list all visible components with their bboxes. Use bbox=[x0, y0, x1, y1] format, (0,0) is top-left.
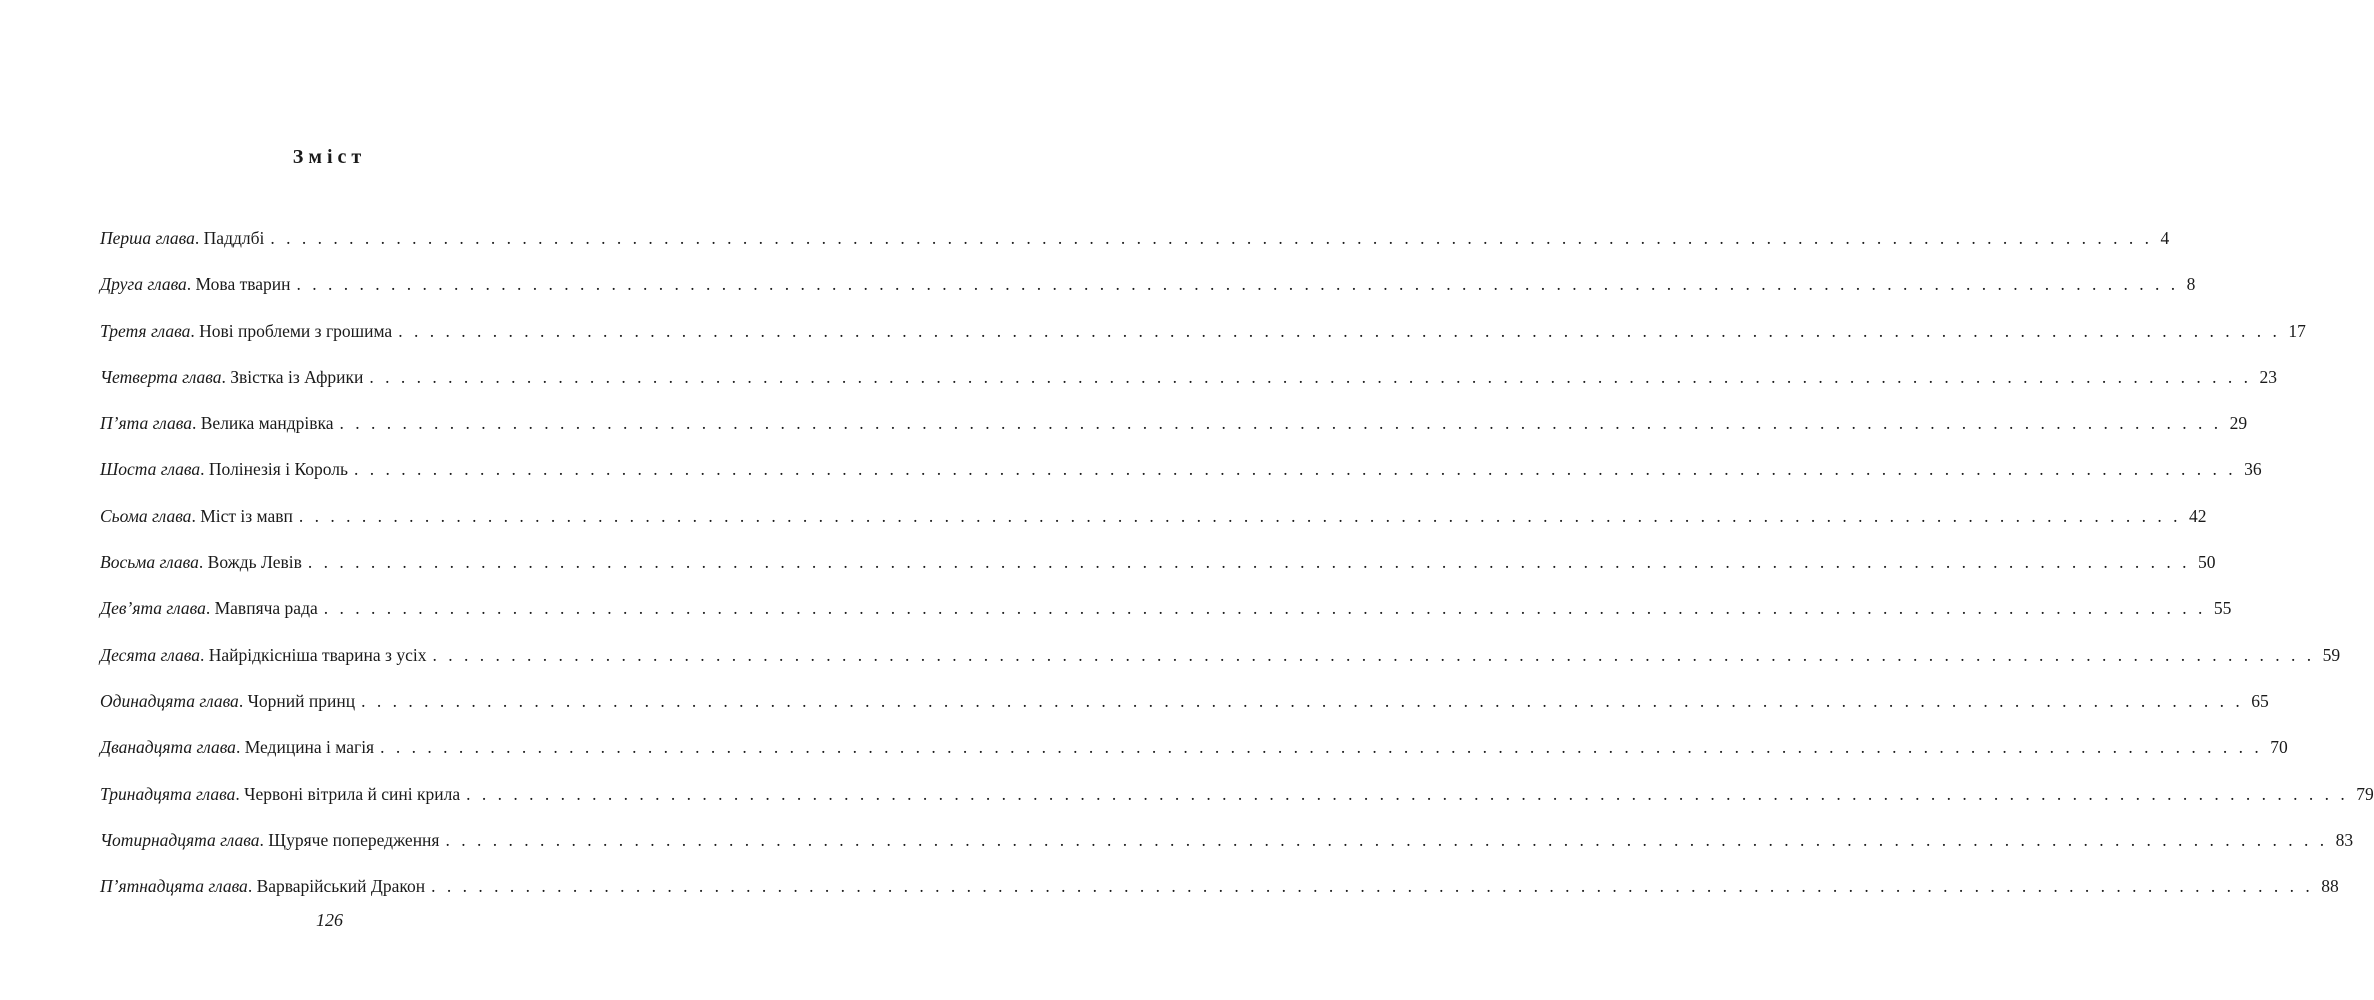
dot-leader: . . . . . . . . . . . . . . . . . . . . . . . . . . . . . . . . . . . . . . . . . . . . . . . . . . . . . . . . . . . . . . . . . . . . . . . . . . . . . . . . . . . . . . . . . . . . . . . . . . . . . . . . . . . . . . . . . . . . . . . . bbox=[323, 598, 2206, 619]
label-separator: . bbox=[238, 690, 248, 711]
dot-leader: . . . . . . . . . . . . . . . . . . . . . . . . . . . . . . . . . . . . . . . . . . . . . . . . . . . . . . . . . . . . . . . . . . . . . . . . . . . . . . . . . . . . . . . . . . . . . . . . . . . . . . . . . . . . . . . . . . . . . . . . bbox=[445, 829, 2328, 850]
chapter-page-number: 4 bbox=[2160, 228, 2170, 248]
chapter-page-number: 36 bbox=[2244, 459, 2262, 480]
toc-entry bbox=[100, 690, 2269, 737]
dot-leader: . . . . . . . . . . . . . . . . . . . . . . . . . . . . . . . . . . . . . . . . . . . . . . . . . . . . . . . . . . . . . . . . . . . . . . . . . . . . . . . . . . . . . . . . . . . . . . . . . . . . . . . . . . . . . . . . . . . . . . . . bbox=[398, 320, 2281, 341]
toc-entry bbox=[100, 783, 2374, 830]
chapter-page-number: 17 bbox=[2288, 320, 2306, 341]
toc-entry bbox=[100, 644, 2341, 691]
chapter-title: Полінезія і Король bbox=[208, 459, 348, 480]
label-separator: . bbox=[199, 644, 209, 665]
toc-entry bbox=[100, 737, 2288, 783]
chapter-title: Мавпяча рада bbox=[214, 598, 318, 619]
chapter-title: Чорний принц bbox=[247, 690, 356, 711]
chapter-page-number: 42 bbox=[2189, 505, 2207, 526]
chapter-label: Чотирнадцята глава bbox=[100, 829, 260, 850]
table-of-contents bbox=[100, 228, 2374, 922]
chapter-page-number: 29 bbox=[2229, 413, 2248, 434]
chapter-title: Міст із мавп bbox=[200, 505, 293, 526]
chapter-label: Четверта глава bbox=[100, 366, 222, 387]
chapter-page-number: 55 bbox=[2213, 598, 2232, 619]
dot-leader: . . . . . . . . . . . . . . . . . . . . . . . . . . . . . . . . . . . . . . . . . . . . . . . . . . . . . . . . . . . . . . . . . . . . . . . . . . . . . . . . . . . . . . . . . . . . . . . . . . . . . . . . . . . . . . . . . . . . . . . . bbox=[296, 274, 2179, 295]
chapter-page-number: 70 bbox=[2270, 737, 2288, 758]
dot-leader: . . . . . . . . . . . . . . . . . . . . . . . . . . . . . . . . . . . . . . . . . . . . . . . . . . . . . . . . . . . . . . . . . . . . . . . . . . . . . . . . . . . . . . . . . . . . . . . . . . . . . . . . . . . . . . . . . . . . . . . . bbox=[380, 737, 2263, 758]
chapter-label: Третя глава bbox=[100, 320, 191, 341]
dot-leader: . . . . . . . . . . . . . . . . . . . . . . . . . . . . . . . . . . . . . . . . . . . . . . . . . . . . . . . . . . . . . . . . . . . . . . . . . . . . . . . . . . . . . . . . . . . . . . . . . . . . . . . . . . . . . . . . . . . . . . . . bbox=[354, 459, 2237, 480]
chapter-title: Нові проблеми з грошима bbox=[199, 320, 393, 341]
label-separator: . bbox=[235, 783, 245, 804]
label-separator: . bbox=[259, 829, 269, 850]
label-separator: . bbox=[205, 598, 215, 619]
label-separator: . bbox=[247, 876, 257, 897]
chapter-page-number: 79 bbox=[2356, 783, 2374, 804]
chapter-label: Друга глава bbox=[100, 274, 187, 295]
chapter-title: Велика мандрівка bbox=[200, 413, 334, 434]
toc-entry bbox=[100, 228, 2170, 274]
page-title: Зміст bbox=[292, 146, 367, 168]
chapter-label: Шоста глава bbox=[100, 459, 201, 480]
chapter-title: Червоні вітрила й сині крила bbox=[244, 783, 461, 804]
dot-leader: . . . . . . . . . . . . . . . . . . . . . . . . . . . . . . . . . . . . . . . . . . . . . . . . . . . . . . . . . . . . . . . . . . . . . . . . . . . . . . . . . . . . . . . . . . . . . . . . . . . . . . . . . . . . . . . . . . . . . . . . bbox=[432, 644, 2315, 665]
label-separator: . bbox=[221, 366, 231, 387]
chapter-page-number: 65 bbox=[2251, 690, 2269, 711]
chapter-label: Одинадцята глава bbox=[100, 690, 239, 711]
label-separator: . bbox=[190, 320, 200, 341]
chapter-title: Мова тварин bbox=[195, 274, 291, 295]
toc-entry bbox=[100, 274, 2196, 320]
chapter-title: Вождь Левів bbox=[207, 552, 302, 573]
chapter-label: Перша глава bbox=[100, 228, 195, 248]
chapter-page-number: 23 bbox=[2259, 366, 2278, 387]
chapter-label: П’ятнадцята глава bbox=[100, 876, 248, 897]
chapter-page-number: 88 bbox=[2321, 876, 2339, 897]
label-separator: . bbox=[235, 737, 245, 758]
chapter-label: Сьома глава bbox=[100, 505, 192, 526]
chapter-label: Десята глава bbox=[100, 644, 200, 665]
chapter-page-number: 50 bbox=[2198, 552, 2216, 573]
chapter-title: Варварійський Дракон bbox=[256, 876, 426, 897]
label-separator: . bbox=[198, 552, 208, 573]
dot-leader: . . . . . . . . . . . . . . . . . . . . . . . . . . . . . . . . . . . . . . . . . . . . . . . . . . . . . . . . . . . . . . . . . . . . . . . . . . . . . . . . . . . . . . . . . . . . . . . . . . . . . . . . . . . . . . . . . . . . . . . . bbox=[298, 505, 2182, 526]
chapter-title: Найрідкісніша тварина з усіх bbox=[208, 644, 427, 665]
dot-leader: . . . . . . . . . . . . . . . . . . . . . . . . . . . . . . . . . . . . . . . . . . . . . . . . . . . . . . . . . . . . . . . . . . . . . . . . . . . . . . . . . . . . . . . . . . . . . . . . . . . . . . . . . . . . . . . . . . . . . . . . bbox=[361, 690, 2244, 711]
label-separator: . bbox=[192, 413, 201, 434]
dot-leader: . . . . . . . . . . . . . . . . . . . . . . . . . . . . . . . . . . . . . . . . . . . . . . . . . . . . . . . . . . . . . . . . . . . . . . . . . . . . . . . . . . . . . . . . . . . . . . . . . . . . . . . . . . . . . . . . . . . . . . . . bbox=[466, 783, 2349, 804]
label-separator: . bbox=[200, 459, 209, 480]
toc-entry bbox=[100, 413, 2248, 459]
page-number: 126 bbox=[316, 910, 343, 930]
chapter-label: П’ята глава bbox=[100, 413, 192, 434]
toc-entry bbox=[100, 505, 2207, 552]
toc-entry bbox=[100, 366, 2278, 413]
toc-entry bbox=[100, 598, 2232, 644]
dot-leader: . . . . . . . . . . . . . . . . . . . . . . . . . . . . . . . . . . . . . . . . . . . . . . . . . . . . . . . . . . . . . . . . . . . . . . . . . . . . . . . . . . . . . . . . . . . . . . . . . . . . . . . . . . . . . . . . . . . . . . . . bbox=[270, 228, 2153, 248]
dot-leader: . . . . . . . . . . . . . . . . . . . . . . . . . . . . . . . . . . . . . . . . . . . . . . . . . . . . . . . . . . . . . . . . . . . . . . . . . . . . . . . . . . . . . . . . . . . . . . . . . . . . . . . . . . . . . . . . . . . . . . . . bbox=[431, 876, 2314, 897]
chapter-page-number: 83 bbox=[2335, 829, 2354, 850]
toc-entry bbox=[100, 552, 2216, 598]
chapter-label: Дев’ята глава bbox=[100, 598, 206, 619]
toc-entry bbox=[100, 320, 2306, 367]
chapter-page-number: 59 bbox=[2322, 644, 2341, 665]
chapter-label: Восьма глава bbox=[100, 552, 199, 573]
chapter-title: Щуряче попередження bbox=[268, 829, 440, 850]
chapter-title: Паддлбі bbox=[203, 228, 265, 248]
chapter-title: Звістка із Африки bbox=[230, 366, 364, 387]
toc-entry bbox=[100, 459, 2262, 505]
label-separator: . bbox=[186, 274, 196, 295]
label-separator: . bbox=[191, 505, 201, 526]
label-separator: . bbox=[194, 228, 204, 248]
dot-leader: . . . . . . . . . . . . . . . . . . . . . . . . . . . . . . . . . . . . . . . . . . . . . . . . . . . . . . . . . . . . . . . . . . . . . . . . . . . . . . . . . . . . . . . . . . . . . . . . . . . . . . . . . . . . . . . . . . . . . . . . bbox=[339, 413, 2222, 434]
toc-entry bbox=[100, 829, 2354, 876]
dot-leader: . . . . . . . . . . . . . . . . . . . . . . . . . . . . . . . . . . . . . . . . . . . . . . . . . . . . . . . . . . . . . . . . . . . . . . . . . . . . . . . . . . . . . . . . . . . . . . . . . . . . . . . . . . . . . . . . . . . . . . . . bbox=[307, 552, 2191, 573]
chapter-label: Тринадцята глава bbox=[100, 783, 236, 804]
chapter-title: Медицина і магія bbox=[244, 737, 375, 758]
chapter-label: Дванадцята глава bbox=[100, 737, 236, 758]
dot-leader: . . . . . . . . . . . . . . . . . . . . . . . . . . . . . . . . . . . . . . . . . . . . . . . . . . . . . . . . . . . . . . . . . . . . . . . . . . . . . . . . . . . . . . . . . . . . . . . . . . . . . . . . . . . . . . . . . . . . . . . . bbox=[369, 366, 2252, 387]
chapter-page-number: 8 bbox=[2186, 274, 2196, 295]
